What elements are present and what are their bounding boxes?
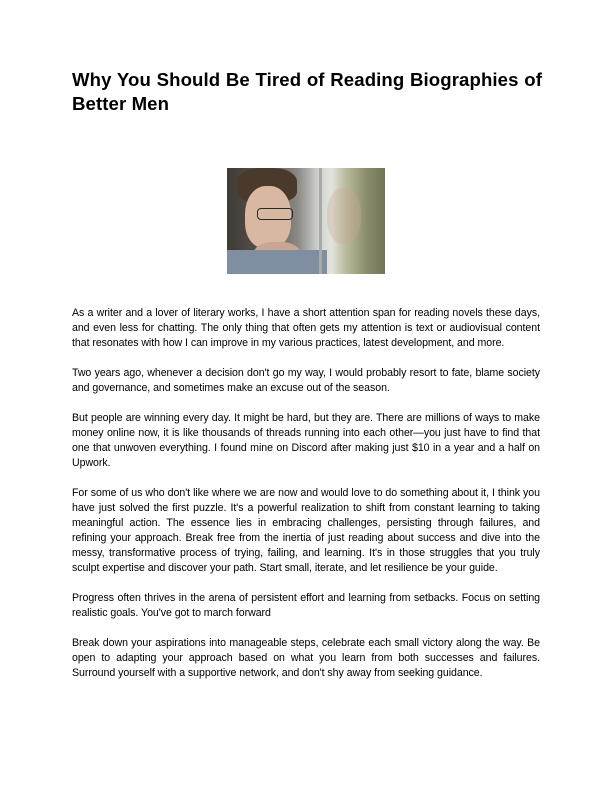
article-body xyxy=(72,306,540,696)
photo-reflection xyxy=(327,188,361,244)
article-photo xyxy=(227,168,385,274)
photo-shirt xyxy=(227,250,327,274)
paragraph: For some of us who don't like where we are now and would love to do something about it, I think you have just solved the first puzzle. It's a powerful realization to shift from constant learning to taking meaningful action. The essence lies in embracing challenges, persisting through failures, and refining your approach. Break free from the inertia of just reading about success and dive into the messy, transformative process of trying, failing, and learning. It's in those struggles that you truly sculpt expertise and discover your path. Start small, iterate, and let resilience be your guide. xyxy=(72,487,540,574)
paragraph: As a writer and a lover of literary works, I have a short attention span for reading novels these days, and even less for chatting. The only thing that often gets my attention is text or audiovisual content that resonates with how I can improve in my various practices, latest development, and more. xyxy=(72,307,540,349)
photo-window-frame xyxy=(319,168,322,274)
paragraph: But people are winning every day. It might be hard, but they are. There are millions of ways to make money online now, it is like thousands of threads running into each other—you just have to find that one that unwoven everything. I found mine on Discord after making just $10 in a year and a half on Upwork. xyxy=(72,412,540,469)
paragraph: Two years ago, whenever a decision don't go my way, I would probably resort to fate, blame society and governance, and sometimes make an excuse out of the season. xyxy=(72,367,540,394)
glasses-icon xyxy=(257,208,293,220)
paragraph: Break down your aspirations into manageable steps, celebrate each small victory along the way. Be open to adapting your approach based on what you learn from both successes and failures. Surround yourself with a supportive network, and don't shy away from seeking guidance. xyxy=(72,637,540,679)
paragraph: Progress often thrives in the arena of persistent effort and learning from setbacks. Focus on setting realistic goals. You've got to march forward xyxy=(72,592,540,619)
article-title: Why You Should Be Tired of Reading Biographies of Better Men xyxy=(72,69,542,114)
